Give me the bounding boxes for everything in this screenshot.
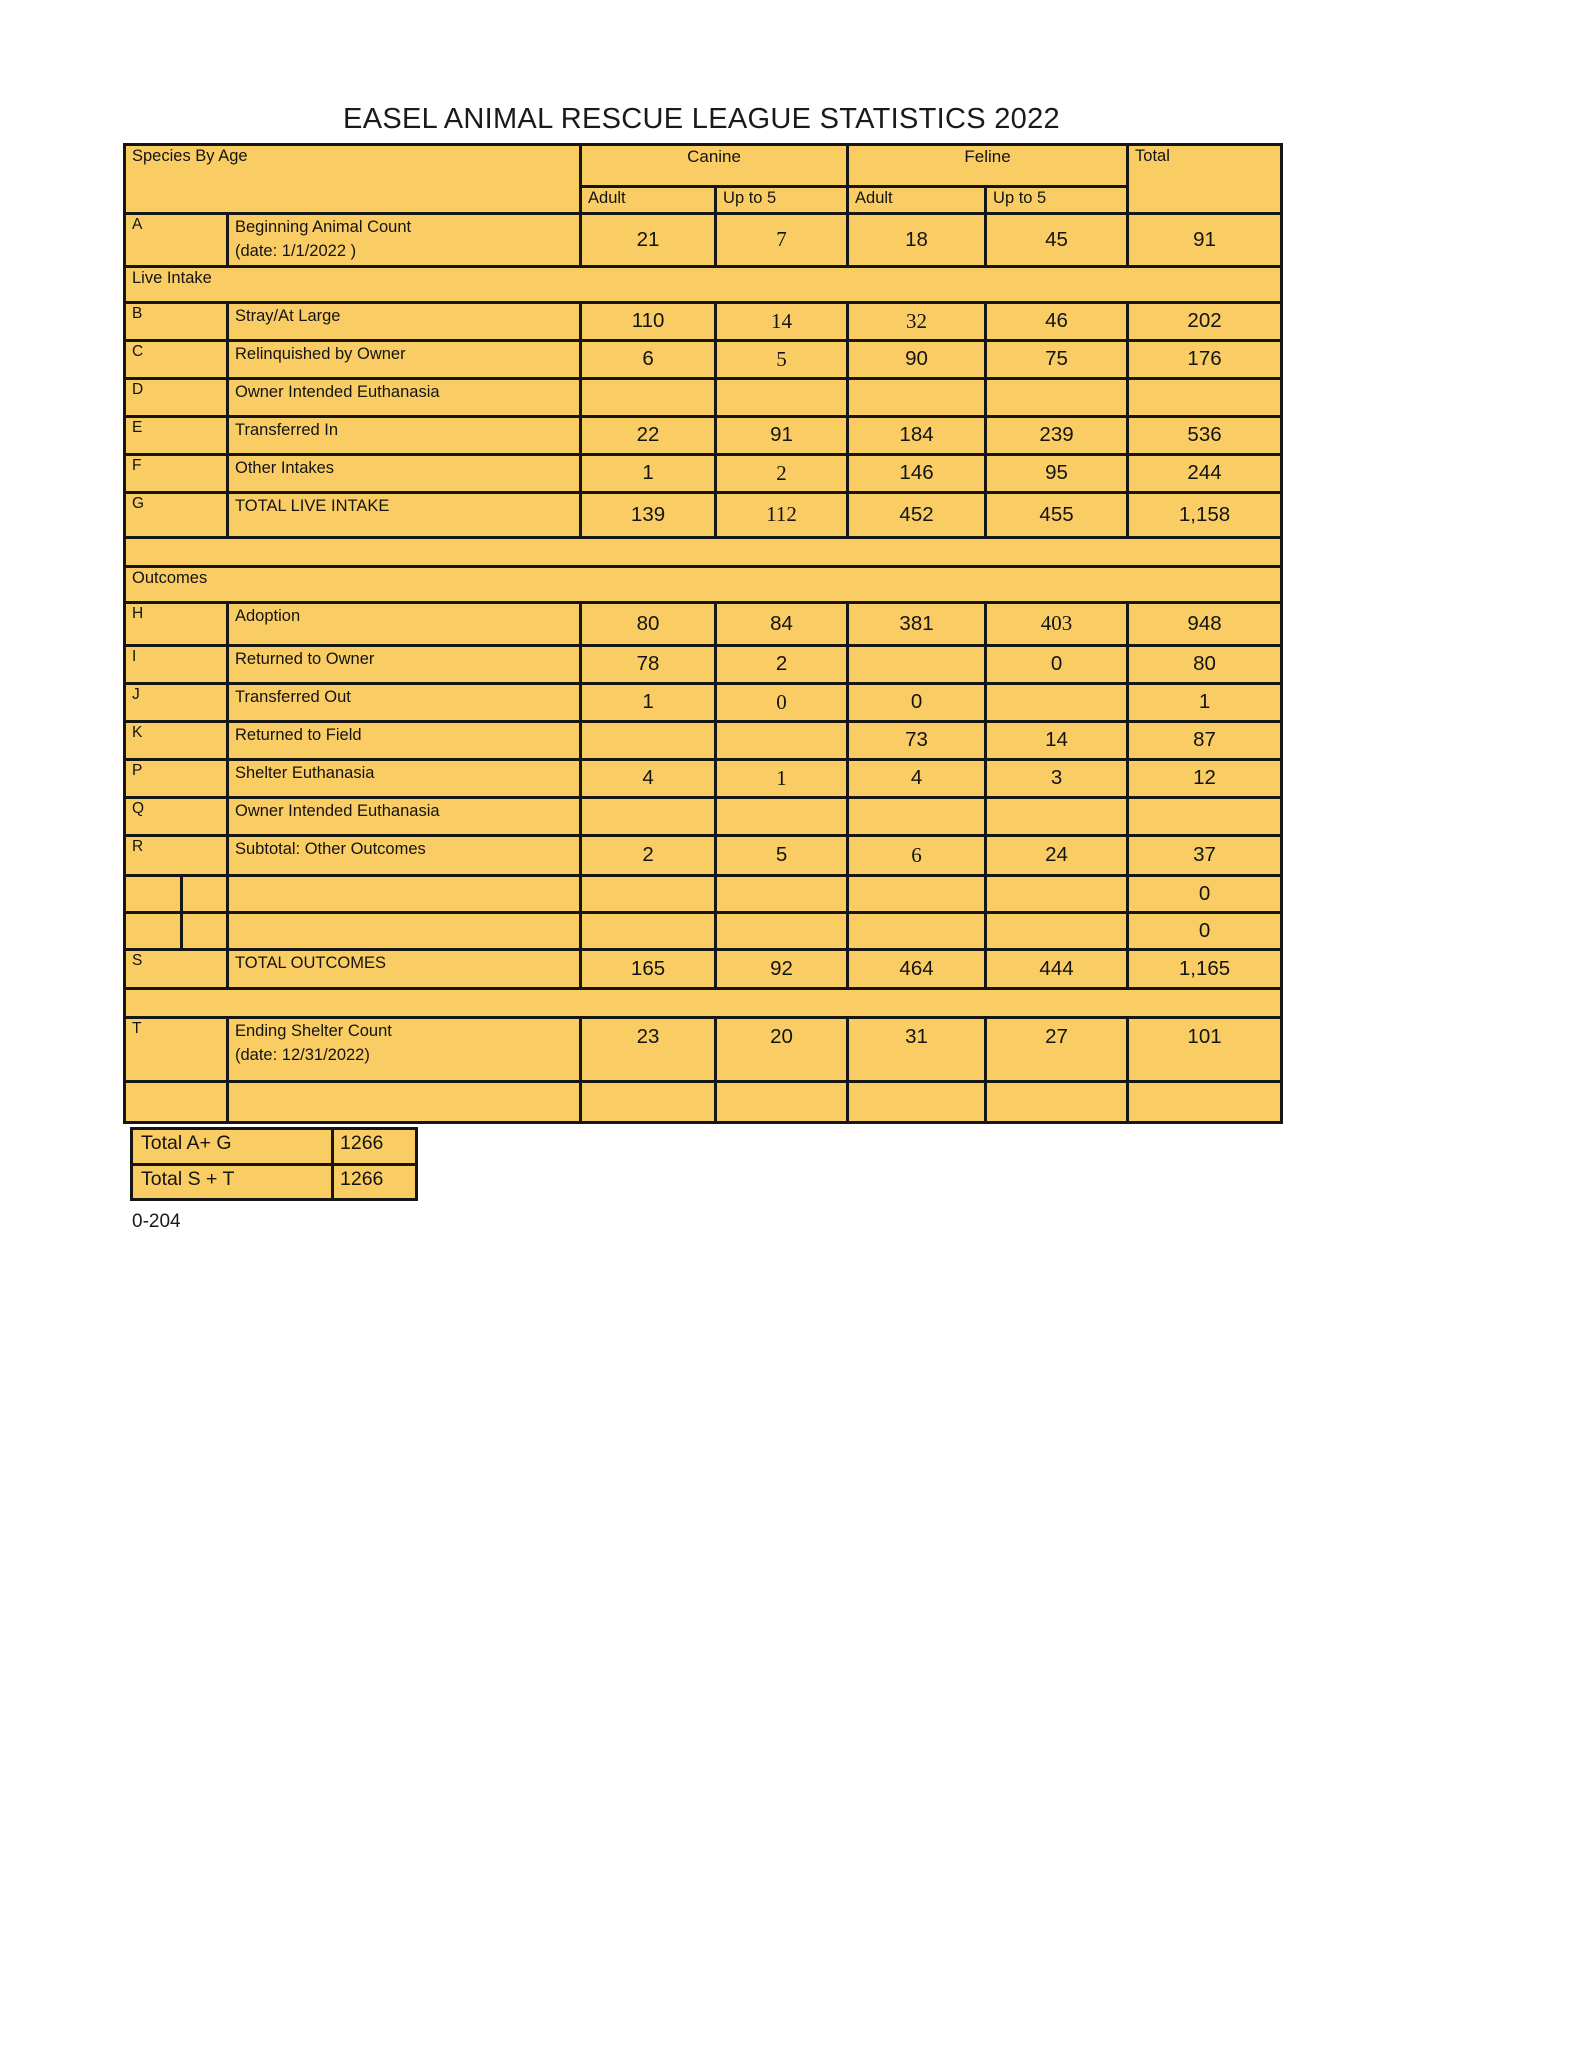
- cell-K-canine-up5: [716, 721, 848, 759]
- table-row-spacer: [125, 988, 1282, 1017]
- cell-Q-feline-adult: [848, 797, 986, 835]
- cell-S-canine-adult: 165: [581, 949, 716, 988]
- cell-F-total: 244: [1128, 454, 1282, 492]
- row-I-label: Returned to Owner: [228, 645, 581, 683]
- cell-I-feline-up5: 0: [986, 645, 1128, 683]
- cell-A-feline-up5: 45: [986, 214, 1128, 267]
- cell-B-feline-adult: 32: [848, 302, 986, 340]
- cell-unlabeled18-feline-up5: [986, 912, 1128, 949]
- cell-P-feline-adult: 4: [848, 759, 986, 797]
- table-header: [125, 145, 1282, 214]
- cell-T-total: 101: [1128, 1017, 1282, 1081]
- cell-empty-feline-adult: [848, 1081, 986, 1122]
- cell-S-feline-adult: 464: [848, 949, 986, 988]
- cell-B-canine-up5: 14: [716, 302, 848, 340]
- cell-J-feline-adult: 0: [848, 683, 986, 721]
- cell-A-canine-adult: 21: [581, 214, 716, 267]
- cell-K-total: 87: [1128, 721, 1282, 759]
- cell-F-feline-adult: 146: [848, 454, 986, 492]
- cell-K-feline-adult: 73: [848, 721, 986, 759]
- subheader-feline-up5: Up to 5: [986, 187, 1128, 214]
- cell-H-canine-up5: 84: [716, 602, 848, 645]
- cell-H-feline-up5: 403: [986, 602, 1128, 645]
- cell-S-feline-up5: 444: [986, 949, 1128, 988]
- table-row-spacer: [125, 537, 1282, 566]
- cell-unlabeled18-canine-adult: [581, 912, 716, 949]
- subheader-canine-adult: Adult: [581, 187, 716, 214]
- split-cell-left: [125, 875, 182, 912]
- split-cell-left: [125, 912, 182, 949]
- cell-A-feline-adult: 18: [848, 214, 986, 267]
- cell-Q-feline-up5: [986, 797, 1128, 835]
- cell-D-feline-up5: [986, 378, 1128, 416]
- row-I-code: I: [125, 645, 228, 683]
- cell-T-canine-adult: 23: [581, 1017, 716, 1081]
- cell-J-canine-up5: 0: [716, 683, 848, 721]
- table-row-G: [125, 492, 1282, 537]
- cell-I-feline-adult: [848, 645, 986, 683]
- row-P-code: P: [125, 759, 228, 797]
- page-title: EASEL ANIMAL RESCUE LEAGUE STATISTICS 2022: [343, 103, 1060, 135]
- cell-J-total: 1: [1128, 683, 1282, 721]
- table-row-D: [125, 378, 1282, 416]
- cell-C-canine-adult: 6: [581, 340, 716, 378]
- table-row-J: [125, 683, 1282, 721]
- row-G-code: G: [125, 492, 228, 537]
- cell-Q-total: [1128, 797, 1282, 835]
- cell-H-total: 948: [1128, 602, 1282, 645]
- footnote: 0-204: [132, 1210, 181, 1232]
- summary-row-a-plus-g: [132, 1128, 417, 1164]
- cell-E-feline-adult: 184: [848, 416, 986, 454]
- table-row-Q: [125, 797, 1282, 835]
- table-row-B: [125, 302, 1282, 340]
- table-body: [125, 214, 1282, 1123]
- cell-empty-feline-up5: [986, 1081, 1128, 1122]
- row-B-label: Stray/At Large: [228, 302, 581, 340]
- cell-R-canine-adult: 2: [581, 835, 716, 875]
- row-S-code: S: [125, 949, 228, 988]
- cell-unlabeled17-canine-up5: [716, 875, 848, 912]
- cell-G-feline-adult: 452: [848, 492, 986, 537]
- row-H-label: Adoption: [228, 602, 581, 645]
- row-C-code: C: [125, 340, 228, 378]
- cell-empty-total: [1128, 1081, 1282, 1122]
- cell-A-canine-up5: 7: [716, 214, 848, 267]
- summary-label-a-plus-g: Total A+ G: [132, 1128, 333, 1164]
- table-row-split: [125, 912, 1282, 949]
- cell-unlabeled17-feline-up5: [986, 875, 1128, 912]
- row-T-label: Ending Shelter Count (date: 12/31/2022): [228, 1017, 581, 1081]
- cell-unlabeled18-canine-up5: [716, 912, 848, 949]
- split-cell-right: [182, 912, 228, 949]
- empty-row-label: [228, 1081, 581, 1122]
- row-P-label: Shelter Euthanasia: [228, 759, 581, 797]
- row-A-label: Beginning Animal Count (date: 1/1/2022 ): [228, 214, 581, 267]
- header-group-canine: Canine: [581, 145, 848, 187]
- cell-unlabeled17-canine-adult: [581, 875, 716, 912]
- cell-G-feline-up5: 455: [986, 492, 1128, 537]
- table-row-P: [125, 759, 1282, 797]
- row-Q-code: Q: [125, 797, 228, 835]
- section-band-outcomes: Outcomes: [125, 566, 1282, 602]
- empty-row-code: [125, 1081, 228, 1122]
- table-row-E: [125, 416, 1282, 454]
- row-E-code: E: [125, 416, 228, 454]
- cell-G-total: 1,158: [1128, 492, 1282, 537]
- row-E-label: Transferred In: [228, 416, 581, 454]
- row-A-code: A: [125, 214, 228, 267]
- row-J-label: Transferred Out: [228, 683, 581, 721]
- header-total: Total: [1128, 145, 1282, 214]
- cell-S-canine-up5: 92: [716, 949, 848, 988]
- row-F-code: F: [125, 454, 228, 492]
- table-row-I: [125, 645, 1282, 683]
- row-K-code: K: [125, 721, 228, 759]
- summary-row-s-plus-t: [132, 1164, 417, 1199]
- cell-Q-canine-adult: [581, 797, 716, 835]
- row-Q-label: Owner Intended Euthanasia: [228, 797, 581, 835]
- cell-B-feline-up5: 46: [986, 302, 1128, 340]
- cell-P-canine-up5: 1: [716, 759, 848, 797]
- row-S-label: TOTAL OUTCOMES: [228, 949, 581, 988]
- table-row-split: [125, 875, 1282, 912]
- cell-P-canine-adult: 4: [581, 759, 716, 797]
- cell-R-total: 37: [1128, 835, 1282, 875]
- table-row-F: [125, 454, 1282, 492]
- header-species-by-age: Species By Age: [125, 145, 581, 214]
- cell-J-canine-adult: 1: [581, 683, 716, 721]
- cell-D-total: [1128, 378, 1282, 416]
- cell-C-canine-up5: 5: [716, 340, 848, 378]
- cell-F-canine-adult: 1: [581, 454, 716, 492]
- table-row-band: [125, 266, 1282, 302]
- cell-G-canine-adult: 139: [581, 492, 716, 537]
- cell-P-feline-up5: 3: [986, 759, 1128, 797]
- cell-P-total: 12: [1128, 759, 1282, 797]
- row-R-code: R: [125, 835, 228, 875]
- cell-H-feline-adult: 381: [848, 602, 986, 645]
- summary-value-s-plus-t: 1266: [333, 1164, 417, 1199]
- row-C-label: Relinquished by Owner: [228, 340, 581, 378]
- row-H-code: H: [125, 602, 228, 645]
- row-D-label: Owner Intended Euthanasia: [228, 378, 581, 416]
- cell-C-feline-up5: 75: [986, 340, 1128, 378]
- cell-Q-canine-up5: [716, 797, 848, 835]
- subheader-canine-up5: Up to 5: [716, 187, 848, 214]
- cell-C-feline-adult: 90: [848, 340, 986, 378]
- split-cell-right: [182, 875, 228, 912]
- row-F-label: Other Intakes: [228, 454, 581, 492]
- table-row-A: [125, 214, 1282, 267]
- summary-label-s-plus-t: Total S + T: [132, 1164, 333, 1199]
- cell-I-canine-adult: 78: [581, 645, 716, 683]
- cell-T-feline-up5: 27: [986, 1017, 1128, 1081]
- summary-value-a-plus-g: 1266: [333, 1128, 417, 1164]
- cell-D-canine-adult: [581, 378, 716, 416]
- cell-S-total: 1,165: [1128, 949, 1282, 988]
- table-row-R: [125, 835, 1282, 875]
- row-K-label: Returned to Field: [228, 721, 581, 759]
- cell-R-feline-adult: 6: [848, 835, 986, 875]
- cell-F-feline-up5: 95: [986, 454, 1128, 492]
- row-G-label: TOTAL LIVE INTAKE: [228, 492, 581, 537]
- section-band-live-intake: Live Intake: [125, 266, 1282, 302]
- cell-I-total: 80: [1128, 645, 1282, 683]
- row-B-code: B: [125, 302, 228, 340]
- cell-R-feline-up5: 24: [986, 835, 1128, 875]
- cell-empty-canine-adult: [581, 1081, 716, 1122]
- cell-D-canine-up5: [716, 378, 848, 416]
- table-row-band: [125, 566, 1282, 602]
- cell-F-canine-up5: 2: [716, 454, 848, 492]
- cell-T-feline-adult: 31: [848, 1017, 986, 1081]
- table-row-K: [125, 721, 1282, 759]
- cell-T-canine-up5: 20: [716, 1017, 848, 1081]
- header-group-feline: Feline: [848, 145, 1128, 187]
- cell-I-canine-up5: 2: [716, 645, 848, 683]
- cell-B-total: 202: [1128, 302, 1282, 340]
- cell-K-feline-up5: 14: [986, 721, 1128, 759]
- cell-A-total: 91: [1128, 214, 1282, 267]
- cell-J-feline-up5: [986, 683, 1128, 721]
- cell-unlabeled18-feline-adult: [848, 912, 986, 949]
- cell-B-canine-adult: 110: [581, 302, 716, 340]
- table-row-H: [125, 602, 1282, 645]
- cell-E-canine-up5: 91: [716, 416, 848, 454]
- statistics-table: [123, 143, 1283, 1124]
- cell-H-canine-adult: 80: [581, 602, 716, 645]
- cell-unlabeled18-total: 0: [1128, 912, 1282, 949]
- cell-C-total: 176: [1128, 340, 1282, 378]
- row-D-code: D: [125, 378, 228, 416]
- cell-G-canine-up5: 112: [716, 492, 848, 537]
- cell-E-total: 536: [1128, 416, 1282, 454]
- cell-unlabeled17-feline-adult: [848, 875, 986, 912]
- cell-unlabeled17-total: 0: [1128, 875, 1282, 912]
- spacer-band: [125, 537, 1282, 566]
- table-row-S: [125, 949, 1282, 988]
- table-row-C: [125, 340, 1282, 378]
- cell-E-feline-up5: 239: [986, 416, 1128, 454]
- row-T-code: T: [125, 1017, 228, 1081]
- header-row-groups: [125, 145, 1282, 187]
- statistics-report: [123, 103, 1280, 1233]
- cell-E-canine-adult: 22: [581, 416, 716, 454]
- table-row-empty: [125, 1081, 1282, 1122]
- cell-R-canine-up5: 5: [716, 835, 848, 875]
- summary-table: [130, 1127, 418, 1201]
- row-J-code: J: [125, 683, 228, 721]
- subheader-feline-adult: Adult: [848, 187, 986, 214]
- cell-K-canine-adult: [581, 721, 716, 759]
- split-label-blank: [228, 875, 581, 912]
- split-label-blank: [228, 912, 581, 949]
- cell-D-feline-adult: [848, 378, 986, 416]
- spacer-band: [125, 988, 1282, 1017]
- table-row-T: [125, 1017, 1282, 1081]
- cell-empty-canine-up5: [716, 1081, 848, 1122]
- row-R-label: Subtotal: Other Outcomes: [228, 835, 581, 875]
